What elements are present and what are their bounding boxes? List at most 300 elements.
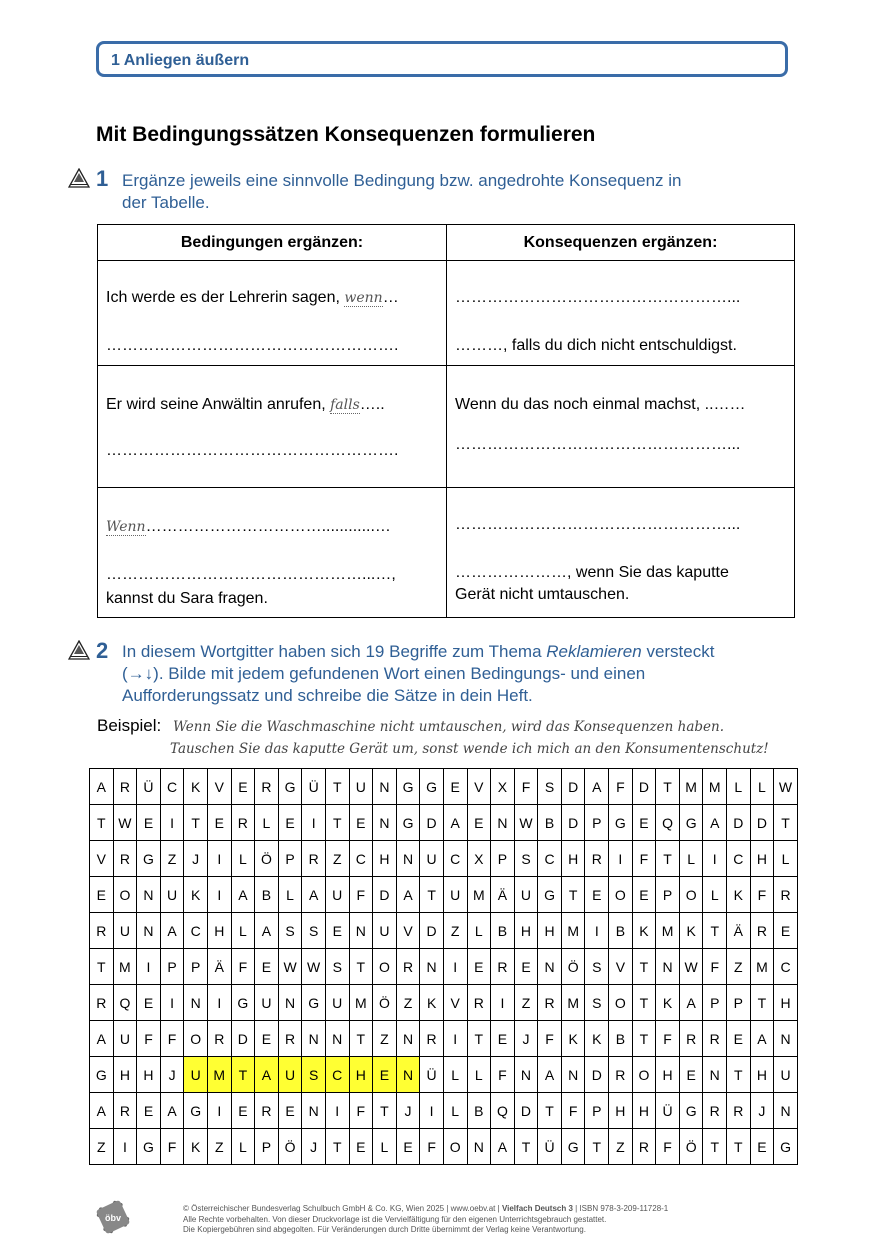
- grid-cell[interactable]: H: [208, 913, 232, 949]
- grid-cell[interactable]: E: [255, 1021, 279, 1057]
- grid-cell[interactable]: T: [656, 769, 680, 805]
- grid-cell[interactable]: D: [373, 877, 397, 913]
- grid-cell[interactable]: K: [562, 1021, 586, 1057]
- grid-cell[interactable]: R: [680, 1021, 704, 1057]
- grid-cell[interactable]: G: [774, 1129, 798, 1165]
- grid-cell[interactable]: N: [350, 913, 374, 949]
- grid-cell[interactable]: D: [420, 913, 444, 949]
- grid-cell[interactable]: I: [444, 949, 468, 985]
- grid-cell[interactable]: T: [727, 1057, 751, 1093]
- grid-cell[interactable]: L: [255, 805, 279, 841]
- grid-cell[interactable]: L: [232, 841, 256, 877]
- grid-cell[interactable]: F: [491, 1057, 515, 1093]
- grid-cell[interactable]: A: [538, 1057, 562, 1093]
- grid-cell[interactable]: Q: [491, 1093, 515, 1129]
- grid-cell[interactable]: T: [538, 1093, 562, 1129]
- grid-cell[interactable]: U: [774, 1057, 798, 1093]
- condition-cell[interactable]: Wenn……………………………............… …………………………………………...…, kannst du Sara fragen.: [98, 488, 447, 618]
- grid-cell[interactable]: L: [468, 913, 492, 949]
- grid-cell[interactable]: V: [609, 949, 633, 985]
- grid-cell[interactable]: U: [114, 1021, 138, 1057]
- grid-cell[interactable]: J: [302, 1129, 326, 1165]
- grid-cell[interactable]: V: [208, 769, 232, 805]
- grid-cell[interactable]: H: [350, 1057, 374, 1093]
- grid-cell[interactable]: Ö: [562, 949, 586, 985]
- grid-cell[interactable]: A: [585, 769, 609, 805]
- grid-cell[interactable]: W: [774, 769, 798, 805]
- grid-cell[interactable]: N: [562, 1057, 586, 1093]
- grid-cell[interactable]: T: [468, 1021, 492, 1057]
- grid-cell[interactable]: M: [562, 913, 586, 949]
- grid-cell[interactable]: O: [114, 877, 138, 913]
- grid-cell[interactable]: J: [515, 1021, 539, 1057]
- grid-cell[interactable]: R: [114, 1093, 138, 1129]
- grid-cell[interactable]: I: [137, 949, 161, 985]
- grid-cell[interactable]: P: [491, 841, 515, 877]
- grid-cell[interactable]: O: [633, 1057, 657, 1093]
- grid-cell[interactable]: Ö: [680, 1129, 704, 1165]
- grid-cell[interactable]: T: [90, 805, 114, 841]
- grid-cell[interactable]: Z: [90, 1129, 114, 1165]
- grid-cell[interactable]: R: [703, 1021, 727, 1057]
- grid-cell[interactable]: T: [727, 1129, 751, 1165]
- grid-cell[interactable]: A: [90, 1021, 114, 1057]
- grid-cell[interactable]: Z: [208, 1129, 232, 1165]
- grid-cell[interactable]: N: [279, 985, 303, 1021]
- grid-cell[interactable]: K: [727, 877, 751, 913]
- grid-cell[interactable]: I: [444, 1021, 468, 1057]
- grid-cell[interactable]: I: [326, 1093, 350, 1129]
- grid-cell[interactable]: A: [90, 769, 114, 805]
- grid-cell[interactable]: A: [255, 1057, 279, 1093]
- grid-cell[interactable]: C: [350, 841, 374, 877]
- grid-cell[interactable]: F: [751, 877, 775, 913]
- grid-cell[interactable]: J: [184, 841, 208, 877]
- grid-cell[interactable]: K: [585, 1021, 609, 1057]
- grid-cell[interactable]: Z: [326, 841, 350, 877]
- grid-cell[interactable]: N: [373, 805, 397, 841]
- grid-cell[interactable]: G: [397, 769, 421, 805]
- grid-cell[interactable]: T: [751, 985, 775, 1021]
- grid-cell[interactable]: K: [633, 913, 657, 949]
- grid-cell[interactable]: Ö: [279, 1129, 303, 1165]
- grid-cell[interactable]: L: [727, 769, 751, 805]
- grid-cell[interactable]: C: [184, 913, 208, 949]
- grid-cell[interactable]: V: [90, 841, 114, 877]
- grid-cell[interactable]: I: [161, 805, 185, 841]
- grid-cell[interactable]: R: [585, 841, 609, 877]
- grid-cell[interactable]: S: [302, 913, 326, 949]
- grid-cell[interactable]: L: [232, 913, 256, 949]
- grid-cell[interactable]: M: [703, 769, 727, 805]
- grid-cell[interactable]: T: [232, 1057, 256, 1093]
- grid-cell[interactable]: F: [609, 769, 633, 805]
- grid-cell[interactable]: W: [302, 949, 326, 985]
- grid-cell[interactable]: U: [350, 769, 374, 805]
- grid-cell[interactable]: X: [468, 841, 492, 877]
- grid-cell[interactable]: U: [444, 877, 468, 913]
- grid-cell[interactable]: S: [538, 769, 562, 805]
- grid-cell[interactable]: M: [656, 913, 680, 949]
- grid-cell[interactable]: I: [208, 877, 232, 913]
- grid-cell[interactable]: G: [232, 985, 256, 1021]
- grid-cell[interactable]: U: [515, 877, 539, 913]
- grid-cell[interactable]: T: [326, 805, 350, 841]
- grid-cell[interactable]: L: [703, 877, 727, 913]
- grid-cell[interactable]: A: [751, 1021, 775, 1057]
- grid-cell[interactable]: E: [90, 877, 114, 913]
- grid-cell[interactable]: K: [184, 877, 208, 913]
- grid-cell[interactable]: G: [302, 985, 326, 1021]
- grid-cell[interactable]: U: [114, 913, 138, 949]
- grid-cell[interactable]: N: [703, 1057, 727, 1093]
- grid-cell[interactable]: P: [656, 877, 680, 913]
- grid-cell[interactable]: V: [397, 913, 421, 949]
- grid-cell[interactable]: E: [137, 805, 161, 841]
- grid-cell[interactable]: L: [232, 1129, 256, 1165]
- grid-cell[interactable]: C: [161, 769, 185, 805]
- grid-cell[interactable]: H: [751, 841, 775, 877]
- grid-cell[interactable]: I: [161, 985, 185, 1021]
- grid-cell[interactable]: F: [420, 1129, 444, 1165]
- grid-cell[interactable]: J: [161, 1057, 185, 1093]
- grid-cell[interactable]: R: [468, 985, 492, 1021]
- grid-cell[interactable]: E: [468, 949, 492, 985]
- grid-cell[interactable]: E: [515, 949, 539, 985]
- grid-cell[interactable]: R: [609, 1057, 633, 1093]
- grid-cell[interactable]: M: [350, 985, 374, 1021]
- grid-cell[interactable]: F: [515, 769, 539, 805]
- grid-cell[interactable]: E: [444, 769, 468, 805]
- grid-cell[interactable]: A: [397, 877, 421, 913]
- grid-cell[interactable]: E: [232, 1093, 256, 1129]
- grid-cell[interactable]: Z: [609, 1129, 633, 1165]
- grid-cell[interactable]: Z: [161, 841, 185, 877]
- grid-cell[interactable]: F: [703, 949, 727, 985]
- grid-cell[interactable]: M: [468, 877, 492, 913]
- grid-cell[interactable]: G: [562, 1129, 586, 1165]
- grid-cell[interactable]: M: [114, 949, 138, 985]
- consequence-cell[interactable]: ……………………………………………... …………………, wenn Sie das kaputte Gerät nicht umtauschen.: [447, 488, 795, 618]
- grid-cell[interactable]: D: [585, 1057, 609, 1093]
- grid-cell[interactable]: A: [444, 805, 468, 841]
- grid-cell[interactable]: V: [444, 985, 468, 1021]
- grid-cell[interactable]: R: [397, 949, 421, 985]
- grid-cell[interactable]: K: [420, 985, 444, 1021]
- grid-cell[interactable]: S: [326, 949, 350, 985]
- grid-cell[interactable]: I: [302, 805, 326, 841]
- grid-cell[interactable]: O: [184, 1021, 208, 1057]
- grid-cell[interactable]: R: [302, 841, 326, 877]
- grid-cell[interactable]: R: [255, 1093, 279, 1129]
- grid-cell[interactable]: R: [279, 1021, 303, 1057]
- grid-cell[interactable]: M: [208, 1057, 232, 1093]
- grid-cell[interactable]: C: [444, 841, 468, 877]
- grid-cell[interactable]: O: [609, 877, 633, 913]
- grid-cell[interactable]: N: [397, 1021, 421, 1057]
- grid-cell[interactable]: A: [161, 913, 185, 949]
- grid-cell[interactable]: W: [114, 805, 138, 841]
- grid-cell[interactable]: F: [656, 1021, 680, 1057]
- grid-cell[interactable]: N: [468, 1129, 492, 1165]
- grid-cell[interactable]: P: [279, 841, 303, 877]
- grid-cell[interactable]: I: [114, 1129, 138, 1165]
- grid-cell[interactable]: T: [326, 769, 350, 805]
- grid-cell[interactable]: A: [491, 1129, 515, 1165]
- grid-cell[interactable]: X: [491, 769, 515, 805]
- grid-cell[interactable]: E: [751, 1129, 775, 1165]
- grid-cell[interactable]: T: [420, 877, 444, 913]
- grid-cell[interactable]: U: [326, 877, 350, 913]
- grid-cell[interactable]: A: [703, 805, 727, 841]
- grid-cell[interactable]: F: [538, 1021, 562, 1057]
- grid-cell[interactable]: A: [161, 1093, 185, 1129]
- grid-cell[interactable]: N: [774, 1093, 798, 1129]
- grid-cell[interactable]: I: [208, 841, 232, 877]
- grid-cell[interactable]: I: [491, 985, 515, 1021]
- grid-cell[interactable]: P: [184, 949, 208, 985]
- grid-cell[interactable]: G: [680, 805, 704, 841]
- grid-cell[interactable]: A: [680, 985, 704, 1021]
- grid-cell[interactable]: F: [562, 1093, 586, 1129]
- grid-cell[interactable]: O: [609, 985, 633, 1021]
- grid-cell[interactable]: F: [232, 949, 256, 985]
- grid-cell[interactable]: S: [585, 985, 609, 1021]
- grid-cell[interactable]: R: [703, 1093, 727, 1129]
- grid-cell[interactable]: R: [255, 769, 279, 805]
- grid-cell[interactable]: Ü: [538, 1129, 562, 1165]
- grid-cell[interactable]: E: [208, 805, 232, 841]
- grid-cell[interactable]: C: [538, 841, 562, 877]
- grid-cell[interactable]: T: [373, 1093, 397, 1129]
- grid-cell[interactable]: T: [515, 1129, 539, 1165]
- grid-cell[interactable]: H: [137, 1057, 161, 1093]
- grid-cell[interactable]: P: [703, 985, 727, 1021]
- grid-cell[interactable]: R: [727, 1093, 751, 1129]
- grid-cell[interactable]: T: [350, 949, 374, 985]
- grid-cell[interactable]: R: [114, 769, 138, 805]
- grid-cell[interactable]: N: [491, 805, 515, 841]
- grid-cell[interactable]: D: [232, 1021, 256, 1057]
- grid-cell[interactable]: N: [420, 949, 444, 985]
- grid-cell[interactable]: R: [90, 985, 114, 1021]
- grid-cell[interactable]: D: [562, 769, 586, 805]
- grid-cell[interactable]: G: [397, 805, 421, 841]
- grid-cell[interactable]: O: [444, 1129, 468, 1165]
- grid-cell[interactable]: F: [161, 1021, 185, 1057]
- grid-cell[interactable]: E: [585, 877, 609, 913]
- grid-cell[interactable]: O: [373, 949, 397, 985]
- grid-cell[interactable]: L: [774, 841, 798, 877]
- grid-cell[interactable]: E: [279, 805, 303, 841]
- grid-cell[interactable]: H: [114, 1057, 138, 1093]
- grid-cell[interactable]: R: [774, 877, 798, 913]
- grid-cell[interactable]: T: [703, 1129, 727, 1165]
- grid-cell[interactable]: L: [680, 841, 704, 877]
- grid-cell[interactable]: W: [279, 949, 303, 985]
- grid-cell[interactable]: C: [774, 949, 798, 985]
- grid-cell[interactable]: F: [350, 877, 374, 913]
- grid-cell[interactable]: N: [184, 985, 208, 1021]
- grid-cell[interactable]: I: [208, 985, 232, 1021]
- grid-cell[interactable]: R: [491, 949, 515, 985]
- grid-cell[interactable]: M: [680, 769, 704, 805]
- grid-cell[interactable]: E: [232, 769, 256, 805]
- grid-cell[interactable]: L: [444, 1057, 468, 1093]
- grid-cell[interactable]: Ä: [727, 913, 751, 949]
- grid-cell[interactable]: E: [491, 1021, 515, 1057]
- grid-cell[interactable]: W: [680, 949, 704, 985]
- grid-cell[interactable]: K: [656, 985, 680, 1021]
- grid-cell[interactable]: A: [90, 1093, 114, 1129]
- grid-cell[interactable]: R: [633, 1129, 657, 1165]
- grid-cell[interactable]: T: [703, 913, 727, 949]
- grid-cell[interactable]: H: [774, 985, 798, 1021]
- grid-cell[interactable]: L: [279, 877, 303, 913]
- consequence-cell[interactable]: Wenn du das noch einmal machst, ..…… ……………………………………………...: [447, 366, 795, 488]
- grid-cell[interactable]: Ä: [208, 949, 232, 985]
- grid-cell[interactable]: R: [538, 985, 562, 1021]
- grid-cell[interactable]: S: [302, 1057, 326, 1093]
- grid-cell[interactable]: V: [468, 769, 492, 805]
- grid-cell[interactable]: N: [137, 913, 161, 949]
- grid-cell[interactable]: A: [232, 877, 256, 913]
- grid-cell[interactable]: E: [680, 1057, 704, 1093]
- grid-cell[interactable]: R: [114, 841, 138, 877]
- grid-cell[interactable]: H: [562, 841, 586, 877]
- grid-cell[interactable]: A: [255, 913, 279, 949]
- grid-cell[interactable]: L: [751, 769, 775, 805]
- grid-cell[interactable]: H: [515, 913, 539, 949]
- grid-cell[interactable]: S: [515, 841, 539, 877]
- grid-cell[interactable]: P: [585, 1093, 609, 1129]
- grid-cell[interactable]: T: [633, 1021, 657, 1057]
- grid-cell[interactable]: B: [255, 877, 279, 913]
- grid-cell[interactable]: Ö: [373, 985, 397, 1021]
- grid-cell[interactable]: N: [326, 1021, 350, 1057]
- grid-cell[interactable]: E: [137, 1093, 161, 1129]
- grid-cell[interactable]: D: [727, 805, 751, 841]
- grid-cell[interactable]: Z: [444, 913, 468, 949]
- grid-cell[interactable]: G: [680, 1093, 704, 1129]
- grid-cell[interactable]: H: [633, 1093, 657, 1129]
- grid-cell[interactable]: H: [373, 841, 397, 877]
- grid-cell[interactable]: H: [609, 1093, 633, 1129]
- grid-cell[interactable]: J: [751, 1093, 775, 1129]
- grid-cell[interactable]: E: [137, 985, 161, 1021]
- grid-cell[interactable]: N: [397, 1057, 421, 1093]
- grid-cell[interactable]: T: [656, 841, 680, 877]
- grid-cell[interactable]: R: [232, 805, 256, 841]
- grid-cell[interactable]: E: [633, 805, 657, 841]
- grid-cell[interactable]: D: [633, 769, 657, 805]
- grid-cell[interactable]: G: [90, 1057, 114, 1093]
- grid-cell[interactable]: T: [774, 805, 798, 841]
- grid-cell[interactable]: E: [373, 1057, 397, 1093]
- grid-cell[interactable]: E: [468, 805, 492, 841]
- grid-cell[interactable]: F: [656, 1129, 680, 1165]
- grid-cell[interactable]: K: [184, 769, 208, 805]
- grid-cell[interactable]: R: [208, 1021, 232, 1057]
- grid-cell[interactable]: W: [515, 805, 539, 841]
- grid-cell[interactable]: L: [468, 1057, 492, 1093]
- grid-cell[interactable]: U: [255, 985, 279, 1021]
- grid-cell[interactable]: E: [350, 805, 374, 841]
- grid-cell[interactable]: N: [137, 877, 161, 913]
- grid-cell[interactable]: Q: [656, 805, 680, 841]
- grid-cell[interactable]: P: [161, 949, 185, 985]
- grid-cell[interactable]: B: [491, 913, 515, 949]
- grid-cell[interactable]: D: [515, 1093, 539, 1129]
- grid-cell[interactable]: O: [680, 877, 704, 913]
- grid-cell[interactable]: U: [184, 1057, 208, 1093]
- grid-cell[interactable]: I: [585, 913, 609, 949]
- grid-cell[interactable]: N: [302, 1093, 326, 1129]
- grid-cell[interactable]: E: [633, 877, 657, 913]
- grid-cell[interactable]: T: [90, 949, 114, 985]
- condition-cell[interactable]: Ich werde es der Lehrerin sagen, wenn… ……………………………………………….: [98, 261, 447, 366]
- grid-cell[interactable]: Q: [114, 985, 138, 1021]
- grid-cell[interactable]: D: [420, 805, 444, 841]
- grid-cell[interactable]: M: [751, 949, 775, 985]
- grid-cell[interactable]: F: [633, 841, 657, 877]
- grid-cell[interactable]: G: [420, 769, 444, 805]
- grid-cell[interactable]: R: [420, 1021, 444, 1057]
- grid-cell[interactable]: S: [279, 913, 303, 949]
- grid-cell[interactable]: N: [397, 841, 421, 877]
- grid-cell[interactable]: R: [90, 913, 114, 949]
- grid-cell[interactable]: B: [609, 913, 633, 949]
- grid-cell[interactable]: K: [680, 913, 704, 949]
- grid-cell[interactable]: L: [373, 1129, 397, 1165]
- grid-cell[interactable]: T: [562, 877, 586, 913]
- grid-cell[interactable]: Z: [373, 1021, 397, 1057]
- grid-cell[interactable]: F: [137, 1021, 161, 1057]
- grid-cell[interactable]: A: [302, 877, 326, 913]
- grid-cell[interactable]: G: [609, 805, 633, 841]
- grid-cell[interactable]: G: [137, 1129, 161, 1165]
- grid-cell[interactable]: Ü: [656, 1093, 680, 1129]
- grid-cell[interactable]: J: [397, 1093, 421, 1129]
- grid-cell[interactable]: I: [208, 1093, 232, 1129]
- grid-cell[interactable]: B: [609, 1021, 633, 1057]
- grid-cell[interactable]: I: [703, 841, 727, 877]
- grid-cell[interactable]: M: [562, 985, 586, 1021]
- grid-cell[interactable]: R: [751, 913, 775, 949]
- grid-cell[interactable]: C: [326, 1057, 350, 1093]
- grid-cell[interactable]: U: [279, 1057, 303, 1093]
- grid-cell[interactable]: G: [279, 769, 303, 805]
- grid-cell[interactable]: P: [585, 805, 609, 841]
- grid-cell[interactable]: F: [161, 1129, 185, 1165]
- grid-cell[interactable]: E: [326, 913, 350, 949]
- grid-cell[interactable]: N: [656, 949, 680, 985]
- grid-cell[interactable]: T: [350, 1021, 374, 1057]
- grid-cell[interactable]: Z: [727, 949, 751, 985]
- grid-cell[interactable]: B: [468, 1093, 492, 1129]
- grid-cell[interactable]: Ü: [420, 1057, 444, 1093]
- grid-cell[interactable]: U: [326, 985, 350, 1021]
- grid-cell[interactable]: C: [727, 841, 751, 877]
- grid-cell[interactable]: N: [302, 1021, 326, 1057]
- grid-cell[interactable]: N: [774, 1021, 798, 1057]
- grid-cell[interactable]: U: [420, 841, 444, 877]
- condition-cell[interactable]: Er wird seine Anwältin anrufen, falls….. ……………………………………………….: [98, 366, 447, 488]
- grid-cell[interactable]: L: [444, 1093, 468, 1129]
- grid-cell[interactable]: N: [373, 769, 397, 805]
- grid-cell[interactable]: E: [350, 1129, 374, 1165]
- grid-cell[interactable]: S: [585, 949, 609, 985]
